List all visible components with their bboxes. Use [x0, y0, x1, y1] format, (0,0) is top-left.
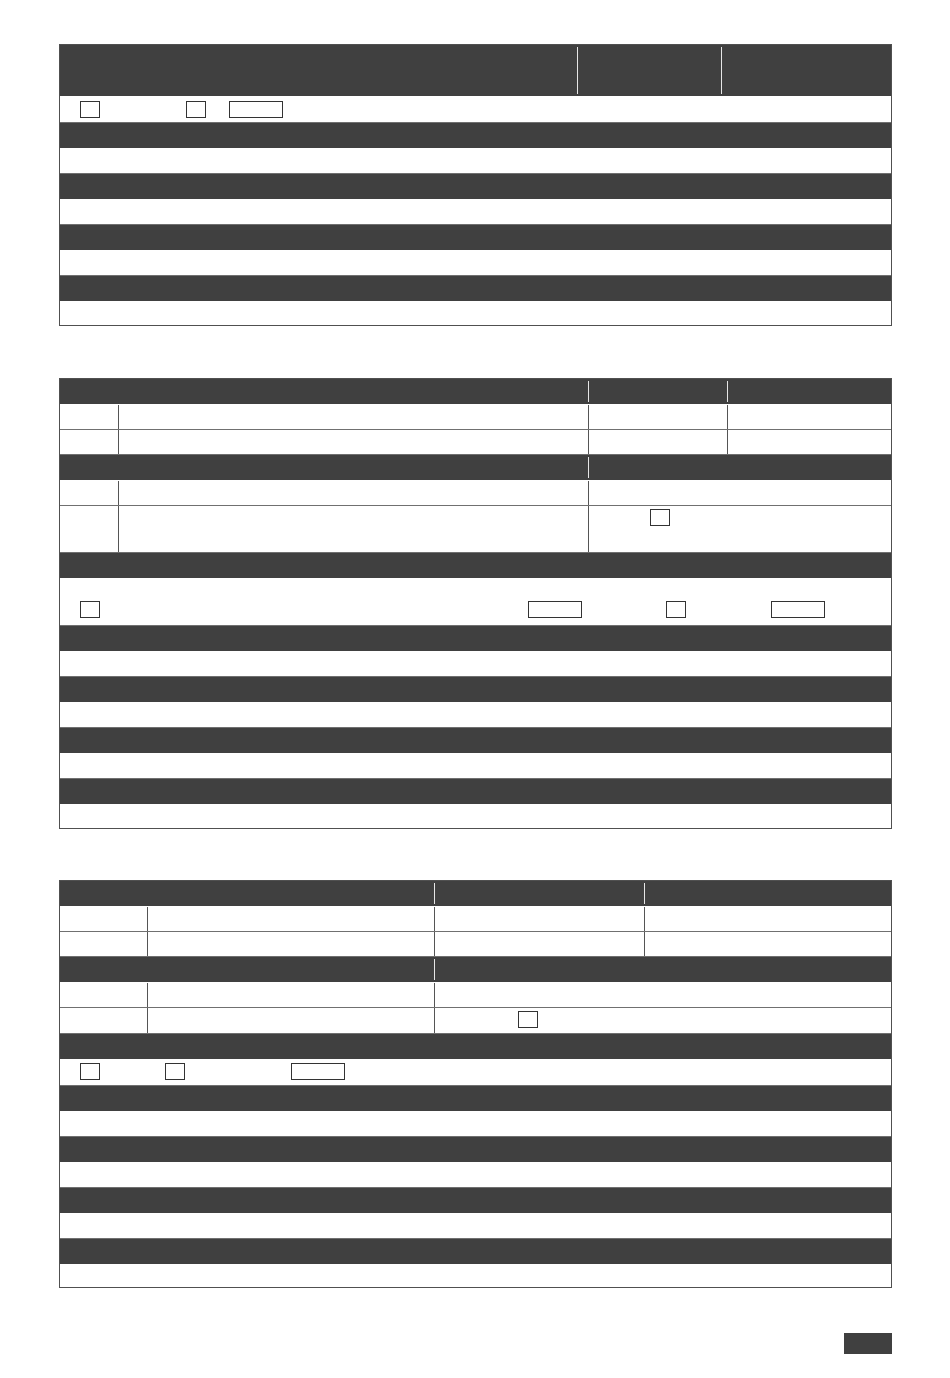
- checkbox[interactable]: [666, 601, 686, 618]
- sub-header: [60, 455, 891, 481]
- column-divider: [721, 47, 722, 94]
- section-header: [60, 1239, 891, 1265]
- table-2-header: [60, 379, 891, 405]
- section-row: [60, 652, 891, 677]
- controls-row: [60, 97, 891, 123]
- column-divider: [727, 405, 728, 429]
- column-divider: [644, 932, 645, 956]
- column-divider: [588, 506, 589, 552]
- column-divider: [434, 983, 435, 1007]
- table-row: [60, 506, 891, 553]
- section-header: [60, 1086, 891, 1112]
- checkbox[interactable]: [518, 1011, 538, 1028]
- table-row: [60, 481, 891, 506]
- table-row: [60, 907, 891, 932]
- section-header: [60, 1188, 891, 1214]
- table-3: [59, 880, 892, 1288]
- section-row: [60, 703, 891, 728]
- section-row: [60, 1214, 891, 1239]
- section-row: [60, 805, 891, 828]
- section-row: [60, 754, 891, 779]
- column-divider: [434, 883, 435, 904]
- column-divider: [118, 430, 119, 454]
- column-divider: [118, 506, 119, 552]
- button[interactable]: [528, 601, 582, 618]
- checkbox[interactable]: [186, 101, 206, 118]
- section-row: [60, 200, 891, 225]
- button[interactable]: [229, 101, 283, 118]
- table-1-header: [60, 45, 891, 97]
- table-row: [60, 932, 891, 957]
- column-divider: [588, 405, 589, 429]
- section-header: [60, 779, 891, 805]
- section-header: [60, 728, 891, 754]
- checkbox[interactable]: [80, 1063, 100, 1080]
- section-row: [60, 1265, 891, 1287]
- button[interactable]: [291, 1063, 345, 1080]
- column-divider: [588, 481, 589, 505]
- column-divider: [434, 1008, 435, 1033]
- controls-row: [60, 579, 891, 626]
- section-row: [60, 1112, 891, 1137]
- column-divider: [588, 430, 589, 454]
- table-row: [60, 405, 891, 430]
- section-header: [60, 1034, 891, 1060]
- column-divider: [147, 1008, 148, 1033]
- column-divider: [434, 907, 435, 931]
- column-divider: [588, 381, 589, 402]
- section-header: [60, 123, 891, 149]
- column-divider: [588, 457, 589, 478]
- button[interactable]: [771, 601, 825, 618]
- section-header: [60, 1137, 891, 1163]
- checkbox[interactable]: [165, 1063, 185, 1080]
- section-header: [60, 677, 891, 703]
- table-2: [59, 378, 892, 829]
- column-divider: [727, 381, 728, 402]
- checkbox[interactable]: [80, 101, 100, 118]
- column-divider: [644, 883, 645, 904]
- table-3-header: [60, 881, 891, 907]
- checkbox[interactable]: [650, 509, 670, 526]
- column-divider: [644, 907, 645, 931]
- sub-header: [60, 957, 891, 983]
- section-row: [60, 251, 891, 276]
- checkbox[interactable]: [80, 601, 100, 618]
- section-header: [60, 626, 891, 652]
- column-divider: [727, 430, 728, 454]
- table-1: [59, 44, 892, 326]
- section-header: [60, 553, 891, 579]
- column-divider: [147, 932, 148, 956]
- table-row: [60, 983, 891, 1008]
- column-divider: [434, 932, 435, 956]
- section-header: [60, 174, 891, 200]
- column-divider: [434, 959, 435, 980]
- column-divider: [577, 47, 578, 94]
- section-row: [60, 149, 891, 174]
- column-divider: [118, 481, 119, 505]
- column-divider: [147, 907, 148, 931]
- section-row: [60, 1163, 891, 1188]
- column-divider: [147, 983, 148, 1007]
- page-number-tab: [844, 1333, 892, 1354]
- controls-row: [60, 1060, 891, 1086]
- section-header: [60, 276, 891, 302]
- section-row: [60, 302, 891, 325]
- table-row: [60, 430, 891, 455]
- column-divider: [118, 405, 119, 429]
- table-row: [60, 1008, 891, 1034]
- section-header: [60, 225, 891, 251]
